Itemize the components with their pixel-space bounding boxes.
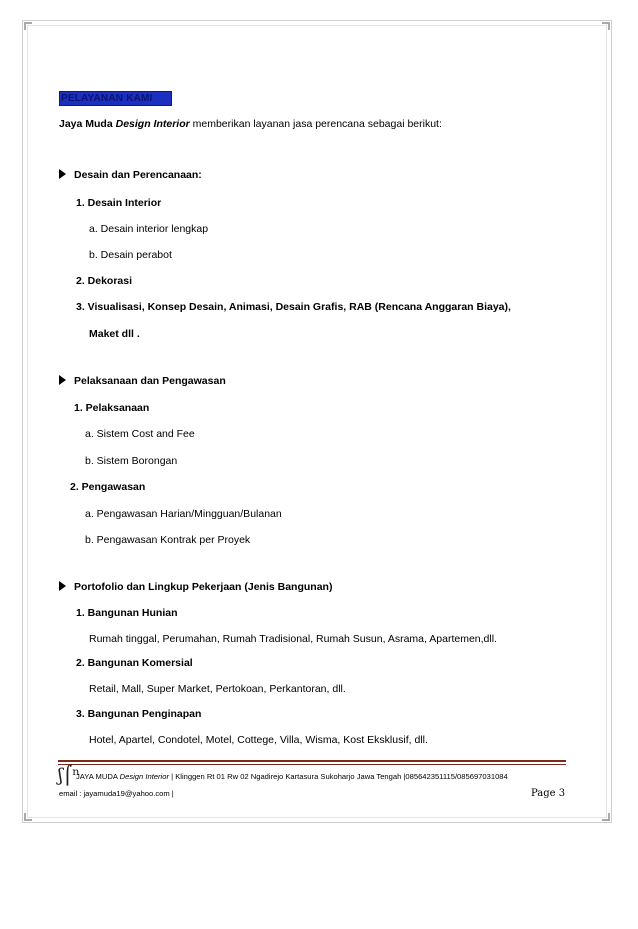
list-subitem: b. Desain perabot xyxy=(89,249,172,261)
section-title-text: Pelaksanaan dan Pengawasan xyxy=(74,375,226,387)
footer-rule xyxy=(58,764,566,765)
section-title-text: Portofolio dan Lingkup Pekerjaan (Jenis Bangunan) xyxy=(74,581,333,593)
section-title-desain xyxy=(59,169,202,181)
list-item-description: Retail, Mall, Super Market, Pertokoan, Perkantoran, dll. xyxy=(89,683,346,695)
section-title-portofolio xyxy=(59,581,332,593)
page-number: Page 3 xyxy=(531,788,566,799)
list-item: 2. Dekorasi xyxy=(76,275,133,287)
footer-brand: JAYA MUDA xyxy=(76,772,120,781)
list-item-description: Rumah tinggal, Perumahan, Rumah Tradisional, Rumah Susun, Asrama, Apartemen,dll. xyxy=(89,633,497,645)
intro-rest: memberikan layanan jasa perencana sebagai berikut: xyxy=(189,118,442,130)
list-item: 3. Visualisasi, Konsep Desain, Animasi, Desain Grafis, RAB (Rencana Anggaran Biaya), xyxy=(76,301,511,313)
list-item: 1. Bangunan Hunian xyxy=(76,607,178,619)
intro-brand-italic: Design Interior xyxy=(115,118,190,130)
intro-paragraph xyxy=(59,118,442,130)
list-item: 1. Pelaksanaan xyxy=(74,402,150,414)
footer-rule xyxy=(58,760,566,762)
list-item: 2. Pengawasan xyxy=(70,481,146,493)
footer-address-rest: | Klinggen Rt 01 Rw 02 Ngadirejo Kartasura Sukoharjo Jawa Tengah |085642351115/085697031084 xyxy=(169,772,508,781)
list-subitem: a. Sistem Cost and Fee xyxy=(85,428,195,440)
corner-mark xyxy=(602,22,610,30)
list-subitem: a. Desain interior lengkap xyxy=(89,223,209,235)
list-item: 3. Bangunan Penginapan xyxy=(76,708,202,720)
list-item-description: Hotel, Apartel, Condotel, Motel, Cottege, Villa, Wisma, Kost Eksklusif, dll. xyxy=(89,734,428,746)
arrow-bullet-icon xyxy=(59,375,66,385)
footer-address xyxy=(76,772,508,781)
company-logo: ʃ⌠ⁿ xyxy=(58,765,81,786)
list-item: 2. Bangunan Komersial xyxy=(76,657,193,669)
footer-brand-italic: Design Interior xyxy=(119,772,169,781)
arrow-bullet-icon xyxy=(59,581,66,591)
list-subitem: a. Pengawasan Harian/Mingguan/Bulanan xyxy=(85,508,282,520)
section-title-text: Desain dan Perencanaan: xyxy=(74,169,202,181)
list-item: 1. Desain Interior xyxy=(76,197,162,209)
list-subitem: b. Pengawasan Kontrak per Proyek xyxy=(85,534,251,546)
footer-email: email : jayamuda19@yahoo.com | xyxy=(59,789,174,798)
corner-mark xyxy=(24,22,32,30)
intro-brand: Jaya Muda xyxy=(59,118,116,130)
corner-mark xyxy=(24,813,32,821)
list-subitem: b. Sistem Borongan xyxy=(85,455,178,467)
corner-mark xyxy=(602,813,610,821)
section-heading: PELAYANAN KAMI xyxy=(59,91,172,106)
section-title-pelaksanaan xyxy=(59,375,226,387)
arrow-bullet-icon xyxy=(59,169,66,179)
list-item-continuation: Maket dll . xyxy=(89,328,140,340)
page-border xyxy=(22,20,612,823)
